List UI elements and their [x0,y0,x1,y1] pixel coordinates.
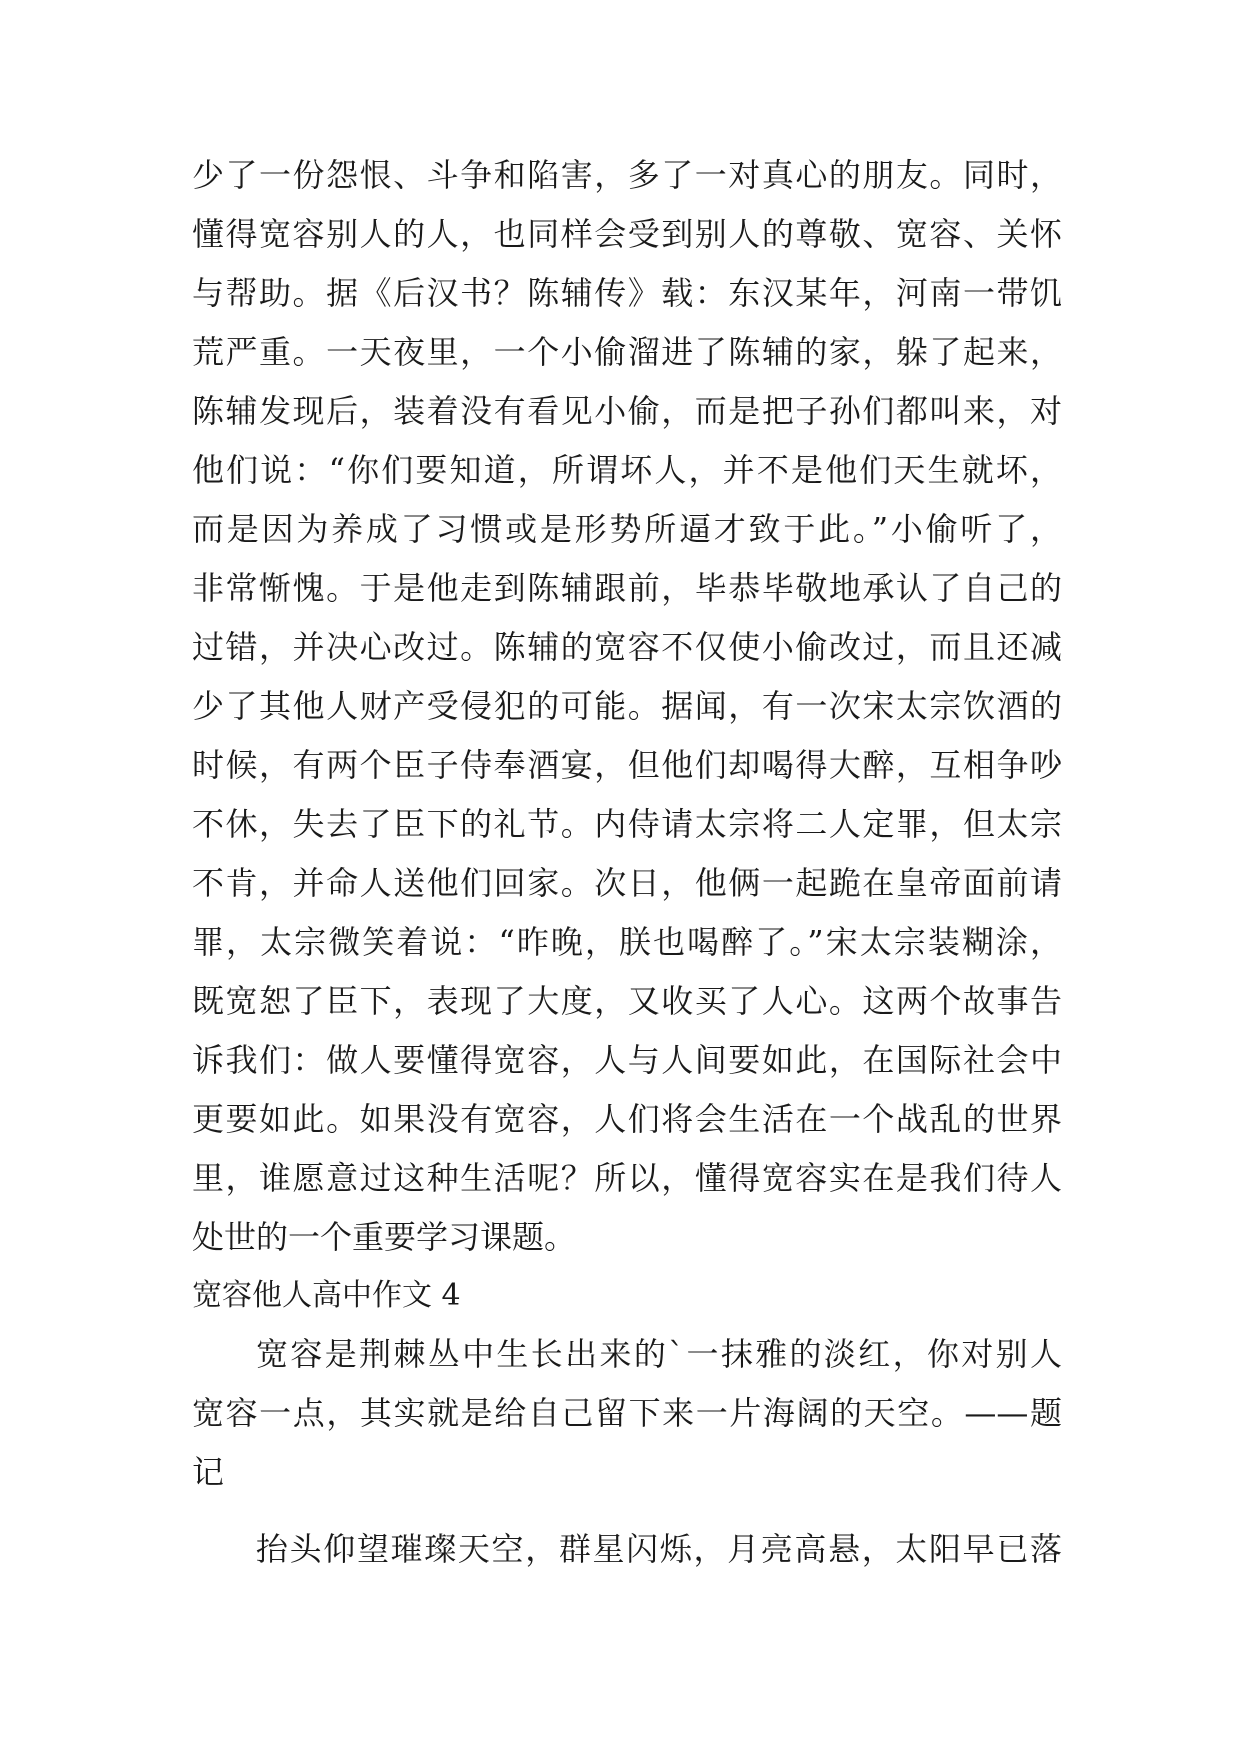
paragraph-line: 宽容一点，其实就是给自己留下来一片海阔的天空。——题 [192,1394,1062,1432]
paragraph-line: 过错，并决心改过。陈辅的宽容不仅使小偷改过，而且还减 [192,628,1062,666]
paragraph-line: 不休，失去了臣下的礼节。内侍请太宗将二人定罪，但太宗 [192,805,1062,843]
paragraph-line: 里，谁愿意过这种生活呢？所以，懂得宽容实在是我们待人 [192,1159,1062,1197]
paragraph-line: 处世的一个重要学习课题。 [192,1218,577,1256]
paragraph-line: 记 [192,1453,225,1491]
paragraph-line: 非常惭愧。于是他走到陈辅跟前，毕恭毕敬地承认了自己的 [192,569,1062,607]
paragraph-line: 少了其他人财产受侵犯的可能。据闻，有一次宋太宗饮酒的 [192,687,1062,725]
paragraph-line: 抬头仰望璀璨天空，群星闪烁，月亮高悬，太阳早已落 [256,1530,1062,1568]
paragraph-line: 罪，太宗微笑着说：“昨晚，朕也喝醉了。”宋太宗装糊涂， [192,923,1062,961]
paragraph-line: 与帮助。据《后汉书？陈辅传》载：东汉某年，河南一带饥 [192,274,1062,312]
paragraph-line: 荒严重。一天夜里，一个小偷溜进了陈辅的家，躲了起来， [192,333,1062,371]
paragraph-line: 宽容是荆棘丛中生长出来的`一抹雅的淡红，你对别人 [256,1335,1062,1373]
paragraph-line: 懂得宽容别人的人，也同样会受到别人的尊敬、宽容、关怀 [192,215,1062,253]
paragraph-line: 时候，有两个臣子侍奉酒宴，但他们却喝得大醉，互相争吵 [192,746,1062,784]
paragraph-line: 而是因为养成了习惯或是形势所逼才致于此。”小偷听了， [192,510,1062,548]
section-heading: 宽容他人高中作文 4 [192,1278,461,1313]
paragraph-line: 陈辅发现后，装着没有看见小偷，而是把子孙们都叫来，对 [192,392,1062,430]
paragraph-line: 他们说：“你们要知道，所谓坏人，并不是他们天生就坏， [192,451,1062,489]
paragraph-line: 更要如此。如果没有宽容，人们将会生活在一个战乱的世界 [192,1100,1062,1138]
paragraph-line: 不肯，并命人送他们回家。次日，他俩一起跪在皇帝面前请 [192,864,1062,902]
paragraph-line: 诉我们：做人要懂得宽容，人与人间要如此，在国际社会中 [192,1041,1062,1079]
paragraph-line: 既宽恕了臣下，表现了大度，又收买了人心。这两个故事告 [192,982,1062,1020]
paragraph-line: 少了一份怨恨、斗争和陷害，多了一对真心的朋友。同时， [192,156,1062,194]
